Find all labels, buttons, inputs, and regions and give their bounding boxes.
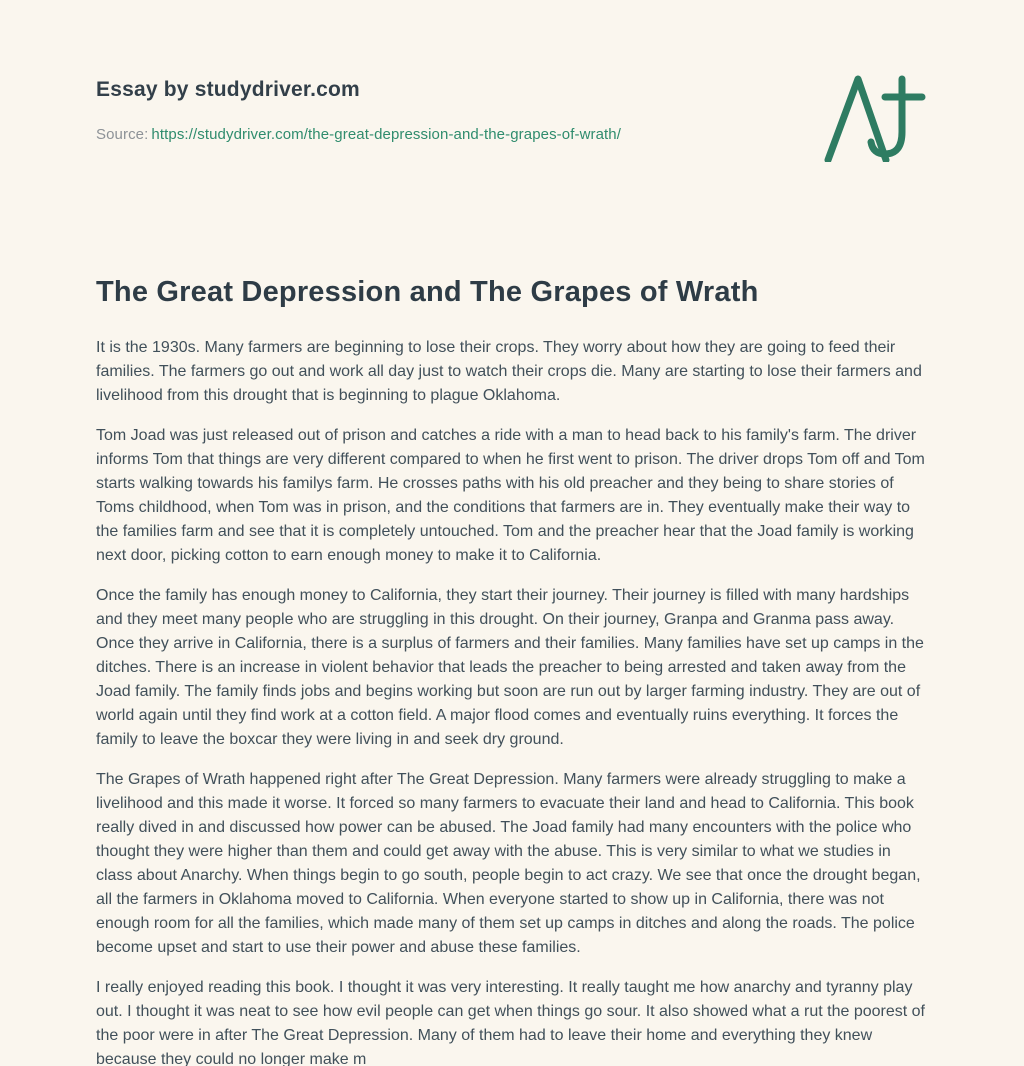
brand-title: Essay by studydriver.com	[96, 78, 360, 101]
source-link[interactable]: https://studydriver.com/the-great-depression-and-the-grapes-of-wrath/	[151, 126, 622, 143]
essay-paragraph-3: Once the family has enough money to California, they start their journey. Their journey is filled with many hardships and they meet many people who are struggling in this drought. On their journey, Granpa and Granma pass away. Once they arrive in California, there is a surplus of farmers and their families. Many families have set up camps in the ditches. There is an increase in violent behavior that leads the preacher to being arrested and taken away from the Joad family. The family finds jobs and begins working but soon are run out by larger farming industry. They are out of world again until they find work at a cotton field. A major flood comes and eventually ruins everything. It forces the family to leave the boxcar they were living in and seek dry ground.	[96, 587, 924, 748]
studydriver-logo-icon	[824, 74, 928, 162]
essay-title: The Great Depression and The Grapes of Wrath	[96, 276, 759, 308]
essay-body	[96, 276, 930, 1066]
essay-paragraph-5: I really enjoyed reading this book. I thought it was very interesting. It really taught me how anarchy and tyranny play out. I thought it was neat to see how evil people can get when things go sour. It also showed what a rut the poorest of the poor were in after The Great Depression. Many of them had to leave their home and everything they knew because they could no longer make m	[96, 979, 925, 1066]
source-label: Source:	[96, 126, 149, 143]
essay-paragraph-4: The Grapes of Wrath happened right after The Great Depression. Many farmers were already struggling to make a livelihood and this made it worse. It forced so many farmers to evacuate their land and head to California. This book really dived in and discussed how power can be abused. The Joad family had many encounters with the police who thought they were higher than them and could get away with the abuse. This is very similar to what we studies in class about Anarchy. When things begin to go south, people begin to act crazy. We see that once the drought began, all the farmers in Oklahoma moved to California. When everyone started to show up in California, there was not enough room for all the families, which made many of them set up camps in ditches and along the roads. The police become upset and start to use their power and abuse these families.	[96, 771, 921, 956]
header-text-block	[96, 78, 621, 143]
essay-paragraph-2: Tom Joad was just released out of prison and catches a ride with a man to head back to his family's farm. The driver informs Tom that things are very different compared to when he first went to prison. The driver drops Tom off and Tom starts walking towards his familys farm. He crosses paths with his old preacher and they being to share stories of Toms childhood, when Tom was in prison, and the conditions that farmers are in. They eventually make their way to the families farm and see that it is completely untouched. Tom and the preacher hear that the Joad family is working next door, picking cotton to earn enough money to make it to California.	[96, 427, 925, 564]
header	[96, 78, 930, 162]
essay-paragraph-1: It is the 1930s. Many farmers are beginning to lose their crops. They worry about how they are going to feed their families. The farmers go out and work all day just to watch their crops die. Many are starting to lose their farmers and livelihood from this drought that is beginning to plague Oklahoma.	[96, 339, 922, 404]
source-line	[96, 126, 621, 143]
